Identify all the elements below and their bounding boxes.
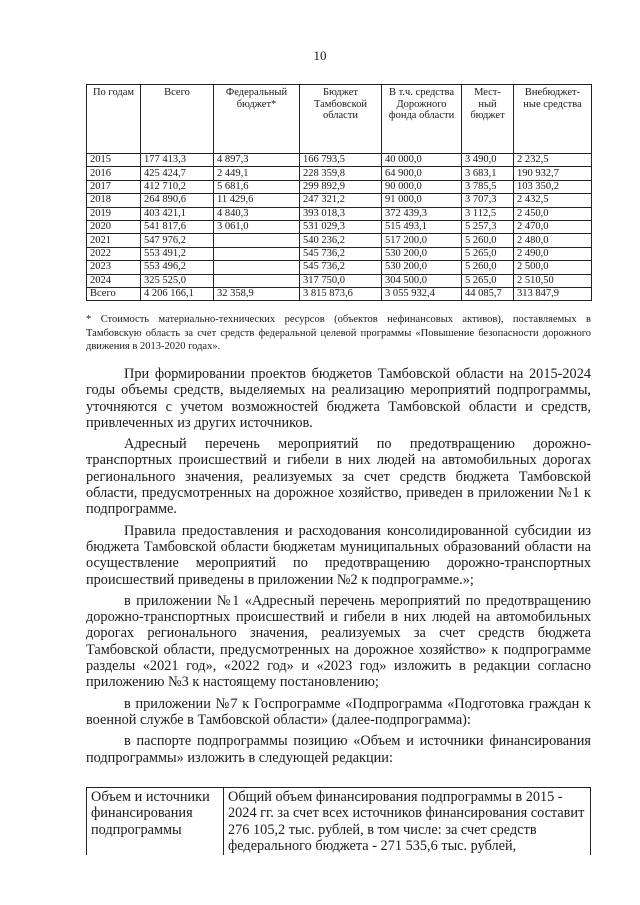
table-cell: 5 265,0 bbox=[462, 274, 514, 287]
table-cell: 2015 bbox=[87, 154, 141, 167]
table-cell: 5 681,6 bbox=[214, 180, 300, 193]
table-cell: 11 429,6 bbox=[214, 194, 300, 207]
table-cell: 4 206 166,1 bbox=[141, 287, 214, 300]
table-cell: 228 359,8 bbox=[300, 167, 382, 180]
table-cell: 2021 bbox=[87, 234, 141, 247]
table-cell: 3 815 873,6 bbox=[300, 287, 382, 300]
table-row bbox=[87, 287, 592, 300]
table-row bbox=[87, 180, 592, 193]
paragraph: При формировании проектов бюджетов Тамбовской области на 2015-2024 годы объемы средств, выделяемых на реализацию мероприятий подпрограммы, уточняются с учетом возможностей бюджета Тамбовской области и средств, привлеченных из других источников. bbox=[86, 366, 591, 431]
table-cell: 3 055 932,4 bbox=[382, 287, 462, 300]
table-cell: 372 439,3 bbox=[382, 207, 462, 220]
table-cell: 264 890,6 bbox=[141, 194, 214, 207]
table-cell: 2 432,5 bbox=[514, 194, 592, 207]
table-cell: 3 683,1 bbox=[462, 167, 514, 180]
table-cell: 313 847,9 bbox=[514, 287, 592, 300]
footnote: * Стоимость материально-технических ресурсов (объектов нефинансовых активов), поставляемых в Тамбовскую область за счет средств федеральной целевой программы «Повышение безопасности дорожного движения в 2013-2020 годах». bbox=[86, 314, 591, 352]
table-cell: 2 450,0 bbox=[514, 207, 592, 220]
table-cell: 515 493,1 bbox=[382, 220, 462, 233]
table-cell: 190 932,7 bbox=[514, 167, 592, 180]
table-cell bbox=[214, 274, 300, 287]
table-row bbox=[87, 194, 592, 207]
table-cell: 103 350,2 bbox=[514, 180, 592, 193]
table-cell bbox=[214, 234, 300, 247]
table-cell: 3 707,3 bbox=[462, 194, 514, 207]
table-cell: 2 500,0 bbox=[514, 261, 592, 274]
table-row bbox=[87, 261, 592, 274]
passport-label: Объем и источники финансирования подпрограммы bbox=[87, 788, 224, 856]
table-cell: 3 785,5 bbox=[462, 180, 514, 193]
table-cell: 304 500,0 bbox=[382, 274, 462, 287]
paragraph: в приложении №7 к Госпрограмме «Подпрограмма «Подготовка граждан к военной службе в Тамбовской области» (далее-подпрограмма): bbox=[86, 695, 591, 728]
table-cell: 540 236,2 bbox=[300, 234, 382, 247]
header-road-fund: В т.ч. средства Дорожного фонда области bbox=[382, 85, 462, 154]
table-cell: 547 976,2 bbox=[141, 234, 214, 247]
table-cell: 5 257,3 bbox=[462, 220, 514, 233]
table-cell: 2019 bbox=[87, 207, 141, 220]
table-cell: 247 321,2 bbox=[300, 194, 382, 207]
table-row bbox=[87, 207, 592, 220]
table-cell: 317 750,0 bbox=[300, 274, 382, 287]
table-cell bbox=[214, 247, 300, 260]
table-cell: 4 897,3 bbox=[214, 154, 300, 167]
table-row bbox=[87, 220, 592, 233]
table-cell: 553 491,2 bbox=[141, 247, 214, 260]
table-cell: 64 900,0 bbox=[382, 167, 462, 180]
body-text bbox=[86, 366, 591, 771]
header-total: Всего bbox=[141, 85, 214, 154]
table-cell: 5 260,0 bbox=[462, 261, 514, 274]
table-cell: 2 449,1 bbox=[214, 167, 300, 180]
table-row bbox=[87, 234, 592, 247]
table-cell: 3 112,5 bbox=[462, 207, 514, 220]
table-cell: 2023 bbox=[87, 261, 141, 274]
table-cell: 166 793,5 bbox=[300, 154, 382, 167]
passport-row bbox=[87, 788, 591, 856]
table-cell: 393 018,3 bbox=[300, 207, 382, 220]
table-cell: 545 736,2 bbox=[300, 247, 382, 260]
header-extrabudgetary: Внебюджет-ные средства bbox=[514, 85, 592, 154]
table-row bbox=[87, 154, 592, 167]
table-cell: 517 200,0 bbox=[382, 234, 462, 247]
table-cell: 403 421,1 bbox=[141, 207, 214, 220]
page-number: 10 bbox=[313, 48, 327, 63]
table-cell: 3 490,0 bbox=[462, 154, 514, 167]
table-cell: 2016 bbox=[87, 167, 141, 180]
header-local: Мест-ный бюджет bbox=[462, 85, 514, 154]
header-years: По годам bbox=[87, 85, 141, 154]
table-cell: 412 710,2 bbox=[141, 180, 214, 193]
table-cell: 91 000,0 bbox=[382, 194, 462, 207]
table-cell: 531 029,3 bbox=[300, 220, 382, 233]
table-header-row bbox=[87, 85, 592, 154]
table-cell: 545 736,2 bbox=[300, 261, 382, 274]
header-federal: Федеральный бюджет* bbox=[214, 85, 300, 154]
table-cell: 530 200,0 bbox=[382, 261, 462, 274]
table-cell: 553 496,2 bbox=[141, 261, 214, 274]
table-body bbox=[87, 154, 592, 301]
table-cell: 3 061,0 bbox=[214, 220, 300, 233]
table-cell bbox=[214, 261, 300, 274]
paragraph: в приложении №1 «Адресный перечень мероприятий по предотвращению дорожно-транспортных происшествий и гибели в них людей на автомобильных дорогах регионального значения, реализуемых за счет средств бюджета Тамбовской области, предусмотренных на дорожное хозяйство» к подпрограмме разделы «2021 год», «2022 год» и «2023 год» изложить в редакции согласно приложению №3 к настоящему постановлению; bbox=[86, 592, 591, 691]
paragraph: Правила предоставления и расходования консолидированной субсидии из бюджета Тамбовской области бюджетам муниципальных образований области на осуществление мероприятий по предотвращению дорожно-транспортных происшествий приведены в приложении №2 к подпрограмме.»; bbox=[86, 522, 591, 588]
table-cell: 541 817,6 bbox=[141, 220, 214, 233]
table-cell: 425 424,7 bbox=[141, 167, 214, 180]
table-cell: 32 358,9 bbox=[214, 287, 300, 300]
funding-table bbox=[86, 84, 592, 301]
table-cell: 530 200,0 bbox=[382, 247, 462, 260]
passport-text: Общий объем финансирования подпрограммы в 2015 - 2024 гг. за счет всех источников финансирования составит 276 105,2 тыс. рублей, в том числе: за счет средств федерального бюджета - 271 535,6 тыс. рублей, bbox=[224, 788, 591, 856]
table-cell: 5 265,0 bbox=[462, 247, 514, 260]
table-cell: 2022 bbox=[87, 247, 141, 260]
header-regional: Бюджет Тамбовской области bbox=[300, 85, 382, 154]
table-cell: Всего bbox=[87, 287, 141, 300]
table-cell: 325 525,0 bbox=[141, 274, 214, 287]
table-cell: 44 085,7 bbox=[462, 287, 514, 300]
table-cell: 2 480,0 bbox=[514, 234, 592, 247]
table-cell: 2024 bbox=[87, 274, 141, 287]
table-cell: 4 840,3 bbox=[214, 207, 300, 220]
table-cell: 299 892,9 bbox=[300, 180, 382, 193]
table-cell: 2 470,0 bbox=[514, 220, 592, 233]
table-cell: 2 232,5 bbox=[514, 154, 592, 167]
table-row bbox=[87, 247, 592, 260]
table-row bbox=[87, 274, 592, 287]
table-cell: 2018 bbox=[87, 194, 141, 207]
table-cell: 90 000,0 bbox=[382, 180, 462, 193]
table-cell: 5 260,0 bbox=[462, 234, 514, 247]
table-cell: 40 000,0 bbox=[382, 154, 462, 167]
table-row bbox=[87, 167, 592, 180]
table-cell: 2017 bbox=[87, 180, 141, 193]
paragraph: Адресный перечень мероприятий по предотвращению дорожно-транспортных происшествий и гибели в них людей на автомобильных дорогах регионального значения, реализуемых за счет средств бюджета Тамбовской области, предусмотренных на дорожное хозяйство, приведен в приложении №1 к подпрограмме. bbox=[86, 436, 591, 518]
table-cell: 2 490,0 bbox=[514, 247, 592, 260]
table-cell: 177 413,3 bbox=[141, 154, 214, 167]
table-cell: 2 510,50 bbox=[514, 274, 592, 287]
table-cell: 2020 bbox=[87, 220, 141, 233]
passport-table bbox=[86, 787, 591, 855]
paragraph: в паспорте подпрограммы позицию «Объем и источники финансирования подпрограммы» изложить в следующей редакции: bbox=[86, 733, 591, 766]
